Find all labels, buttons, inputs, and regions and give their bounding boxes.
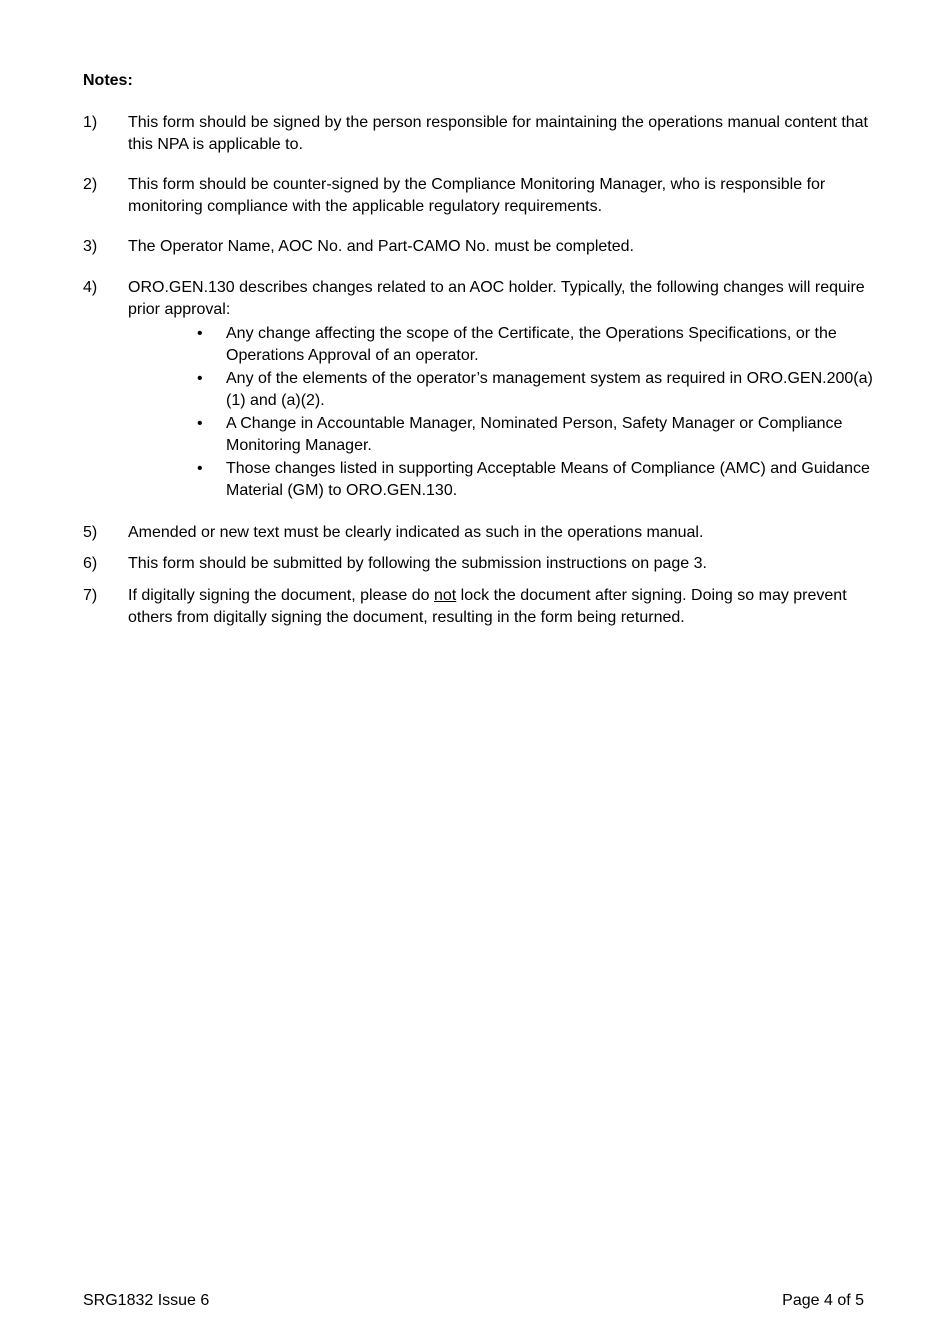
note-text: This form should be signed by the person responsible for maintaining the operations manual content that this NPA is applicable to. — [128, 114, 868, 153]
bullet-icon: • — [197, 460, 203, 477]
note-number: 6) — [83, 555, 98, 572]
note-1 — [83, 112, 873, 156]
list-item-text: Any change affecting the scope of the Certificate, the Operations Specifications, or the Operations Approval of an operator. — [226, 325, 837, 364]
note-number: 4) — [83, 279, 98, 296]
note-2 — [83, 174, 873, 218]
note-text: The Operator Name, AOC No. and Part-CAMO No. must be completed. — [128, 238, 634, 255]
note-text-after: lock the document after signing. Doing so may prevent others from digitally signing the document, resulting in the form being returned. — [128, 587, 847, 626]
note-text — [128, 585, 873, 629]
note-4 — [83, 277, 873, 503]
note-text: Amended or new text must be clearly indicated as such in the operations manual. — [128, 524, 704, 541]
bullet-list — [128, 323, 873, 502]
note-5 — [83, 522, 873, 544]
note-text-before: If digitally signing the document, please do — [128, 587, 434, 604]
notes-heading: Notes: — [83, 72, 133, 89]
list-item-text: Any of the elements of the operator’s management system as required in ORO.GEN.200(a)(1) and (a)(2). — [226, 370, 873, 409]
note-number: 5) — [83, 524, 98, 541]
footer-page-number: Page 4 of 5 — [782, 1292, 864, 1309]
footer-document-id: SRG1832 Issue 6 — [83, 1292, 210, 1309]
note-6 — [83, 553, 873, 575]
list-item-text: A Change in Accountable Manager, Nominated Person, Safety Manager or Compliance Monitoring Manager. — [226, 415, 843, 454]
note-underlined-word: not — [433, 587, 457, 604]
list-item — [128, 413, 873, 457]
note-text — [128, 277, 873, 502]
note-7 — [83, 585, 873, 629]
note-number: 3) — [83, 238, 98, 255]
bullet-icon: • — [197, 415, 203, 432]
note-text: This form should be submitted by following the submission instructions on page 3. — [128, 555, 707, 572]
note-number: 7) — [83, 587, 98, 604]
bullet-icon: • — [197, 325, 203, 342]
note-number: 1) — [83, 114, 98, 131]
note-number: 2) — [83, 176, 98, 193]
note-intro-text: ORO.GEN.130 describes changes related to an AOC holder. Typically, the following changes will require prior approval: — [128, 279, 865, 318]
list-item-text: Those changes listed in supporting Acceptable Means of Compliance (AMC) and Guidance Material (GM) to ORO.GEN.130. — [226, 460, 870, 499]
list-item — [128, 323, 873, 367]
list-item — [128, 458, 873, 502]
note-3 — [83, 236, 873, 258]
note-text: This form should be counter-signed by the Compliance Monitoring Manager, who is responsible for monitoring compliance with the applicable regulatory requirements. — [128, 176, 826, 215]
bullet-icon: • — [197, 370, 203, 387]
list-item — [128, 368, 873, 412]
